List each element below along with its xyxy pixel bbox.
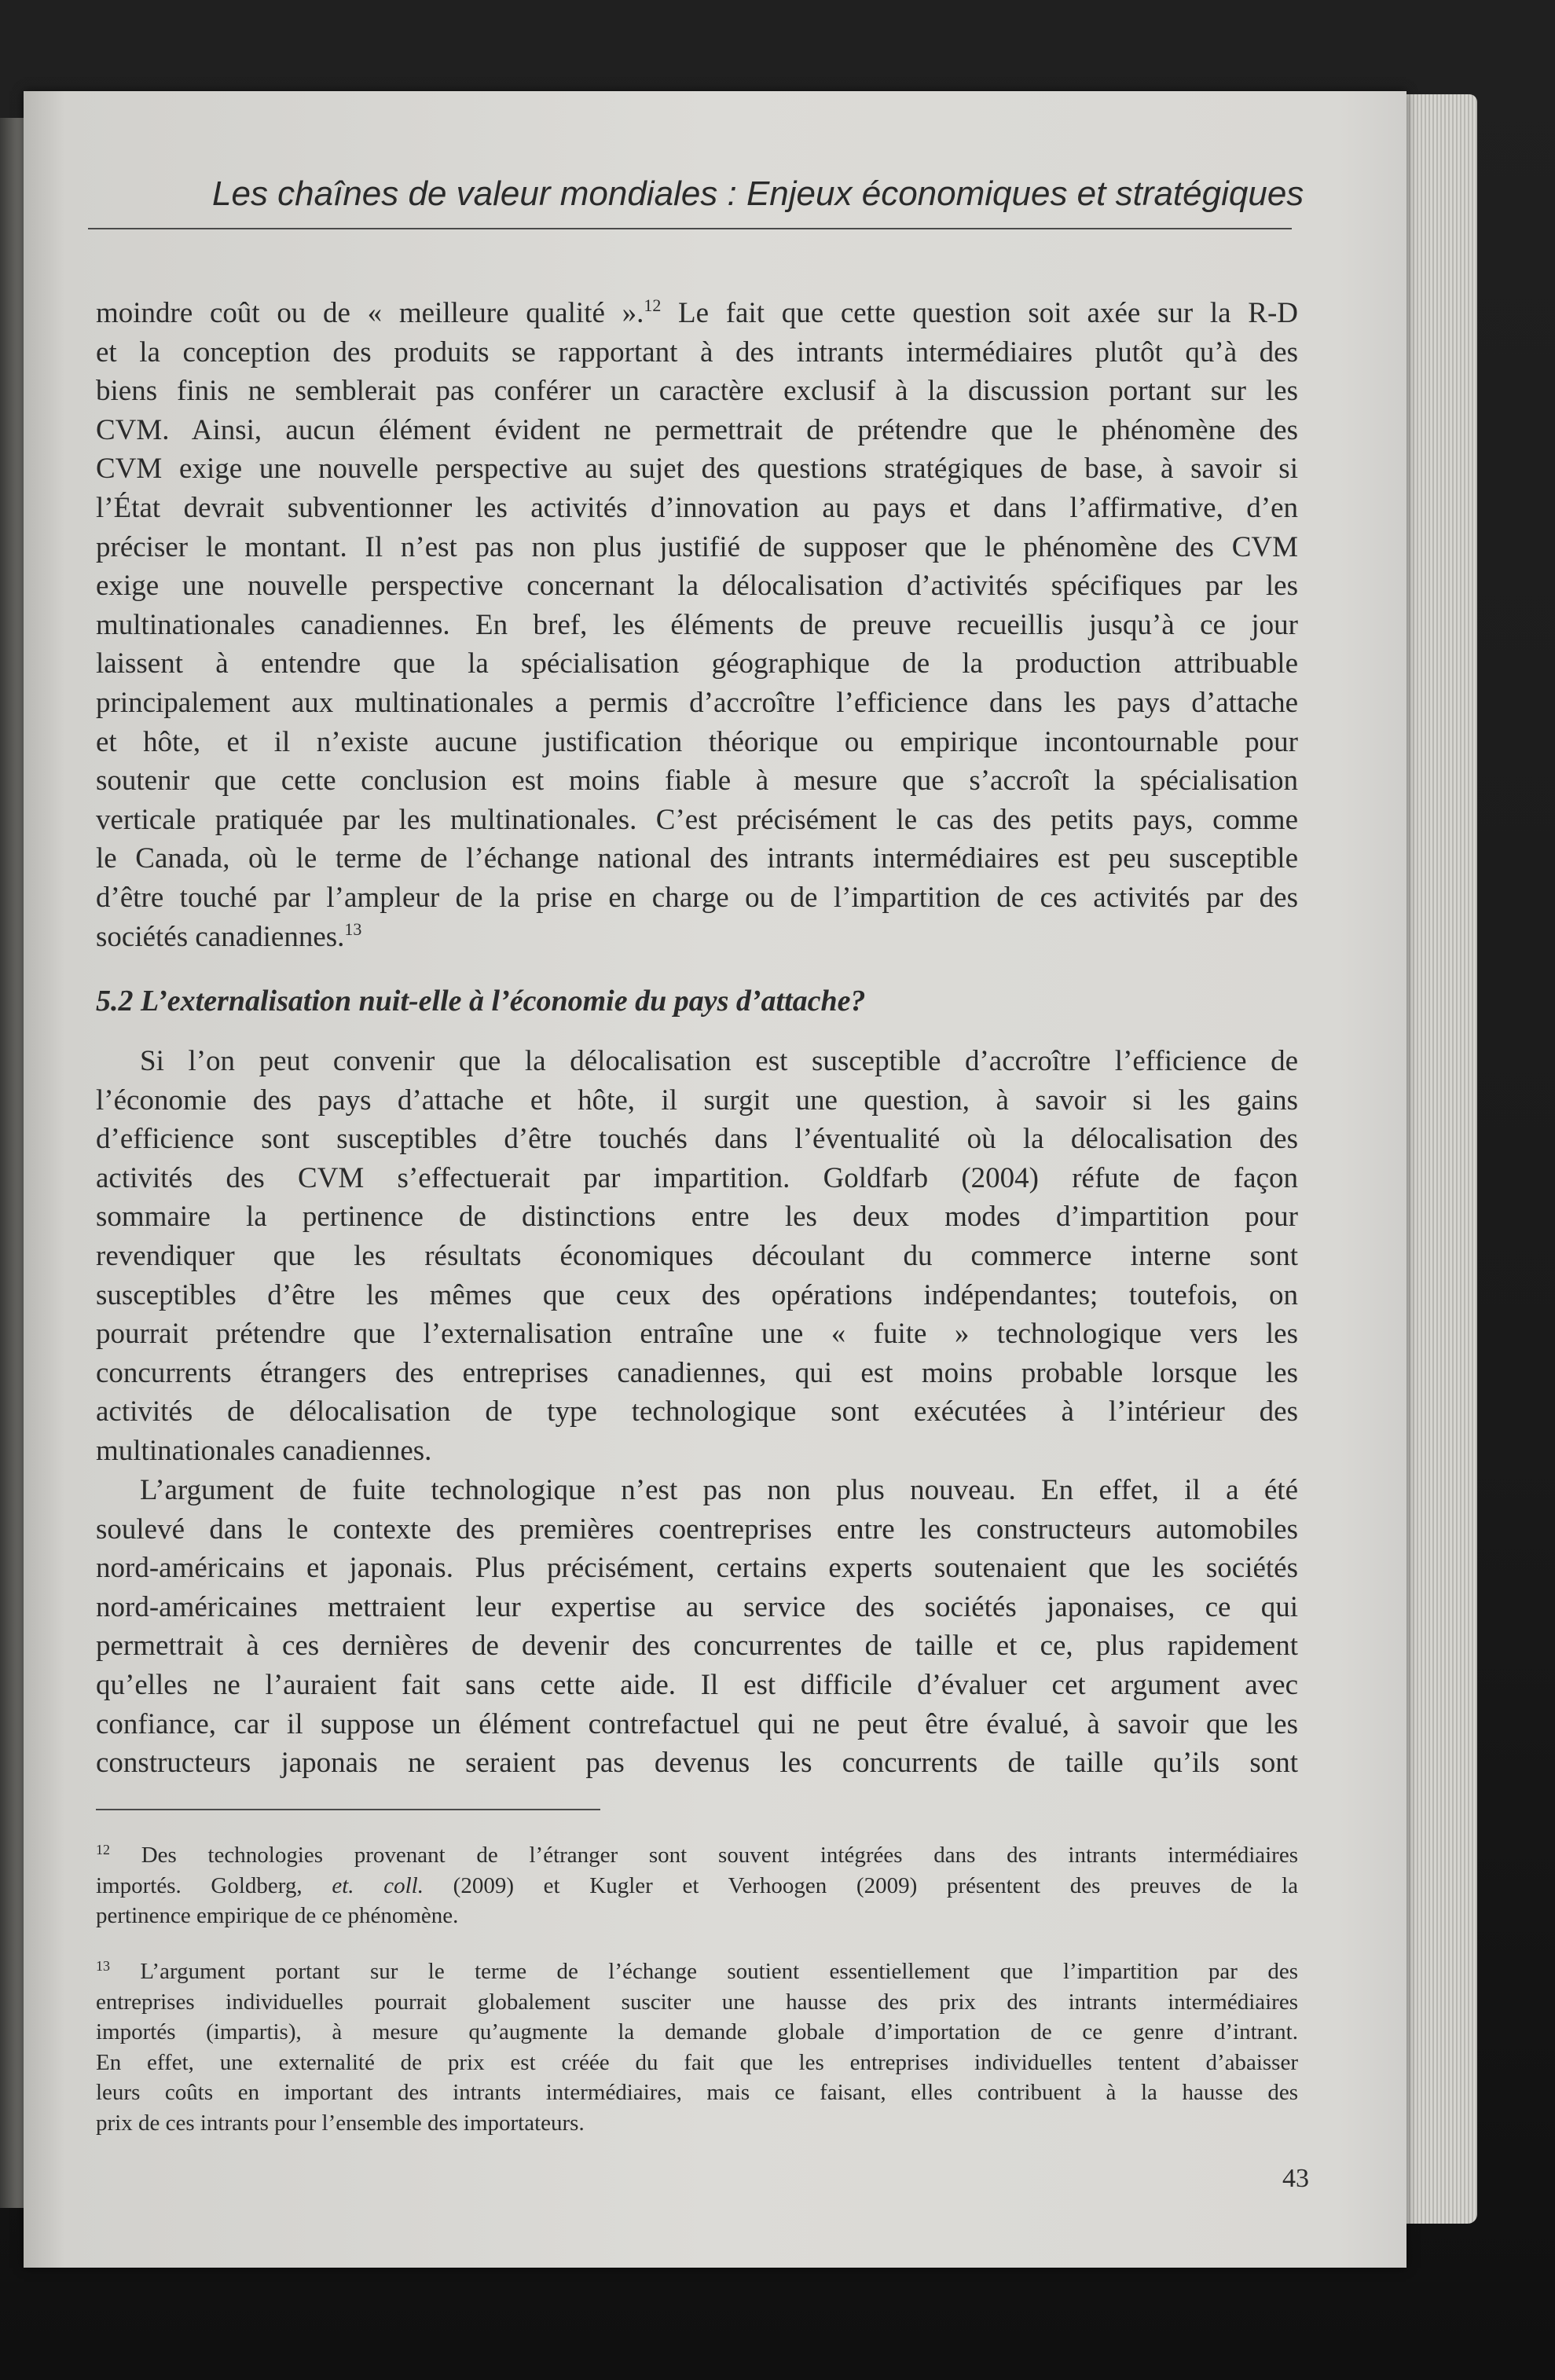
footnote-ref-12: 12 [644, 295, 662, 315]
text-line: d’être touché par l’ampleur de la prise en charge ou de l’impartition de ces activités par des [96, 881, 1298, 914]
text-line: pourrait prétendre que l’externalisation entraîne une « fuite » technologique vers les [96, 1318, 1298, 1351]
text-line: soutenir que cette conclusion est moins fiable à mesure que s’accroît la spécialisation [96, 765, 1298, 798]
text-line: multinationales canadiennes. [96, 1434, 432, 1467]
page-number: 43 [1282, 2164, 1309, 2193]
text-line: L’argument de fuite technologique n’est pas non plus nouveau. En effet, il a été [140, 1474, 1298, 1506]
footnote-number: 13 [96, 1958, 110, 1974]
text-line: soulevé dans le contexte des premières coentreprises entre les constructeurs automobiles [96, 1513, 1298, 1546]
text-line: Si l’on peut convenir que la délocalisation est susceptible d’accroître l’efficience de [140, 1045, 1298, 1077]
footnote-line: importés. Goldberg, et. coll. (2009) et Kugler et Verhoogen (2009) présentent des preuves de la [96, 1872, 1298, 1898]
footnote-line: entreprises individuelles pourrait globalement susciter une hausse des prix des intrants intermédiaires [96, 1989, 1298, 2015]
text-line: confiance, car il suppose un élément contrefactuel qui ne peut être évalué, à savoir que les [96, 1707, 1298, 1740]
footnote-13 [96, 1956, 1298, 2138]
footnote-rule [96, 1809, 600, 1810]
text-line: et la conception des produits se rapportant à des intrants intermédiaires plutôt qu’à des [96, 336, 1298, 369]
header-rule [88, 228, 1292, 229]
text-line: activités des CVM s’effectuerait par impartition. Goldfarb (2004) réfute de façon [96, 1161, 1298, 1194]
text-line: sociétés canadiennes.$^{13}$ [96, 919, 362, 953]
footnote-number: 12 [96, 1842, 110, 1857]
text-line: qu’elles ne l’auraient fait sans cette aide. Il est difficile d’évaluer cet argument avec [96, 1668, 1298, 1701]
paragraph-3 [96, 1471, 1298, 1783]
text-line: moindre coût ou de « meilleure qualité ».$^{12}$ Le fait que cette question soit axée sur la R-D [96, 295, 1298, 329]
text-line: laissent à entendre que la spécialisation géographique de la production attribuable [96, 647, 1298, 680]
footnote-line: prix de ces intrants pour l’ensemble des importateurs. [96, 2110, 585, 2136]
text-line: le Canada, où le terme de l’échange national des intrants intermédiaires est peu susceptible [96, 842, 1298, 875]
italic-citation: et. coll. [332, 1872, 424, 1898]
text-line: sommaire la pertinence de distinctions entre les deux modes d’impartition pour [96, 1201, 1298, 1234]
text-line: susceptibles d’être les mêmes que ceux des opérations indépendantes; toutefois, on [96, 1278, 1298, 1311]
text-line: activités de délocalisation de type technologique sont exécutées à l’intérieur des [96, 1395, 1298, 1428]
text-line: constructeurs japonais ne seraient pas devenus les concurrents de taille qu’ils sont [96, 1747, 1298, 1780]
footnote-line: $^{12}$ Des technologies provenant de l’étranger sont souvent intégrées dans des intrants intermédiaires [96, 1842, 1298, 1868]
text-line: verticale pratiquée par les multinationales. C’est précisément le cas des petits pays, comme [96, 803, 1298, 836]
text-line: nord-américaines mettraient leur expertise au service des sociétés japonaises, ce qui [96, 1590, 1298, 1623]
text-line: CVM exige une nouvelle perspective au sujet des questions stratégiques de base, à savoir si [96, 453, 1298, 486]
text-line: CVM. Ainsi, aucun élément évident ne permettrait de prétendre que le phénomène des [96, 413, 1298, 446]
text-line: principalement aux multinationales a permis d’accroître l’efficience dans les pays d’attache [96, 686, 1298, 719]
footnote-line: En effet, une externalité de prix est créée du fait que les entreprises individuelles tentent d’abaisser [96, 2049, 1298, 2075]
text-line: biens finis ne semblerait pas conférer un caractère exclusif à la discussion portant sur les [96, 375, 1298, 408]
footnote-ref-13: 13 [344, 919, 362, 939]
footnote-line: leurs coûts en important des intrants intermédiaires, mais ce faisant, elles contribuent à la hausse des [96, 2080, 1298, 2105]
text-line: exige une nouvelle perspective concernant la délocalisation d’activités spécifiques par les [96, 570, 1298, 603]
section-heading: 5.2 L’externalisation nuit-elle à l’économie du pays d’attache? [96, 985, 866, 1018]
text-line: concurrents étrangers des entreprises canadiennes, qui est moins probable lorsque les [96, 1356, 1298, 1389]
text-line: permettrait à ces dernières de devenir des concurrentes de taille et ce, plus rapidement [96, 1630, 1298, 1663]
paragraph-2 [96, 1042, 1298, 1471]
text-line: l’État devrait subventionner les activités d’innovation au pays et dans l’affirmative, d’en [96, 491, 1298, 524]
text-line: d’efficience sont susceptibles d’être touchés dans l’éventualité où la délocalisation des [96, 1123, 1298, 1156]
text-line: l’économie des pays d’attache et hôte, il surgit une question, à savoir si les gains [96, 1084, 1298, 1117]
text-line: préciser le montant. Il n’est pas non plus justifié de supposer que le phénomène des CVM [96, 530, 1298, 563]
text-line: et hôte, et il n’existe aucune justification théorique ou empirique incontournable pour [96, 725, 1298, 758]
footnote-line: $^{13}$ L’argument portant sur le terme de l’échange soutient essentiellement que l’impartition par des [96, 1958, 1298, 1984]
footnote-line: importés (impartis), à mesure qu’augmente la demande globale d’importation de ce genre d’intrant. [96, 2019, 1298, 2044]
footnote-12 [96, 1840, 1298, 1931]
paragraph-1 [96, 294, 1298, 956]
text-line: multinationales canadiennes. En bref, les éléments de preuve recueillis jusqu’à ce jour [96, 608, 1298, 641]
text-line: revendiquer que les résultats économiques découlant du commerce interne sont [96, 1239, 1298, 1272]
running-head: Les chaînes de valeur mondiales : Enjeux économiques et stratégiques [212, 174, 1304, 213]
footnote-line: pertinence empirique de ce phénomène. [96, 1903, 459, 1928]
text-line: nord-américains et japonais. Plus précisément, certains experts soutenaient que les sociétés [96, 1552, 1298, 1585]
